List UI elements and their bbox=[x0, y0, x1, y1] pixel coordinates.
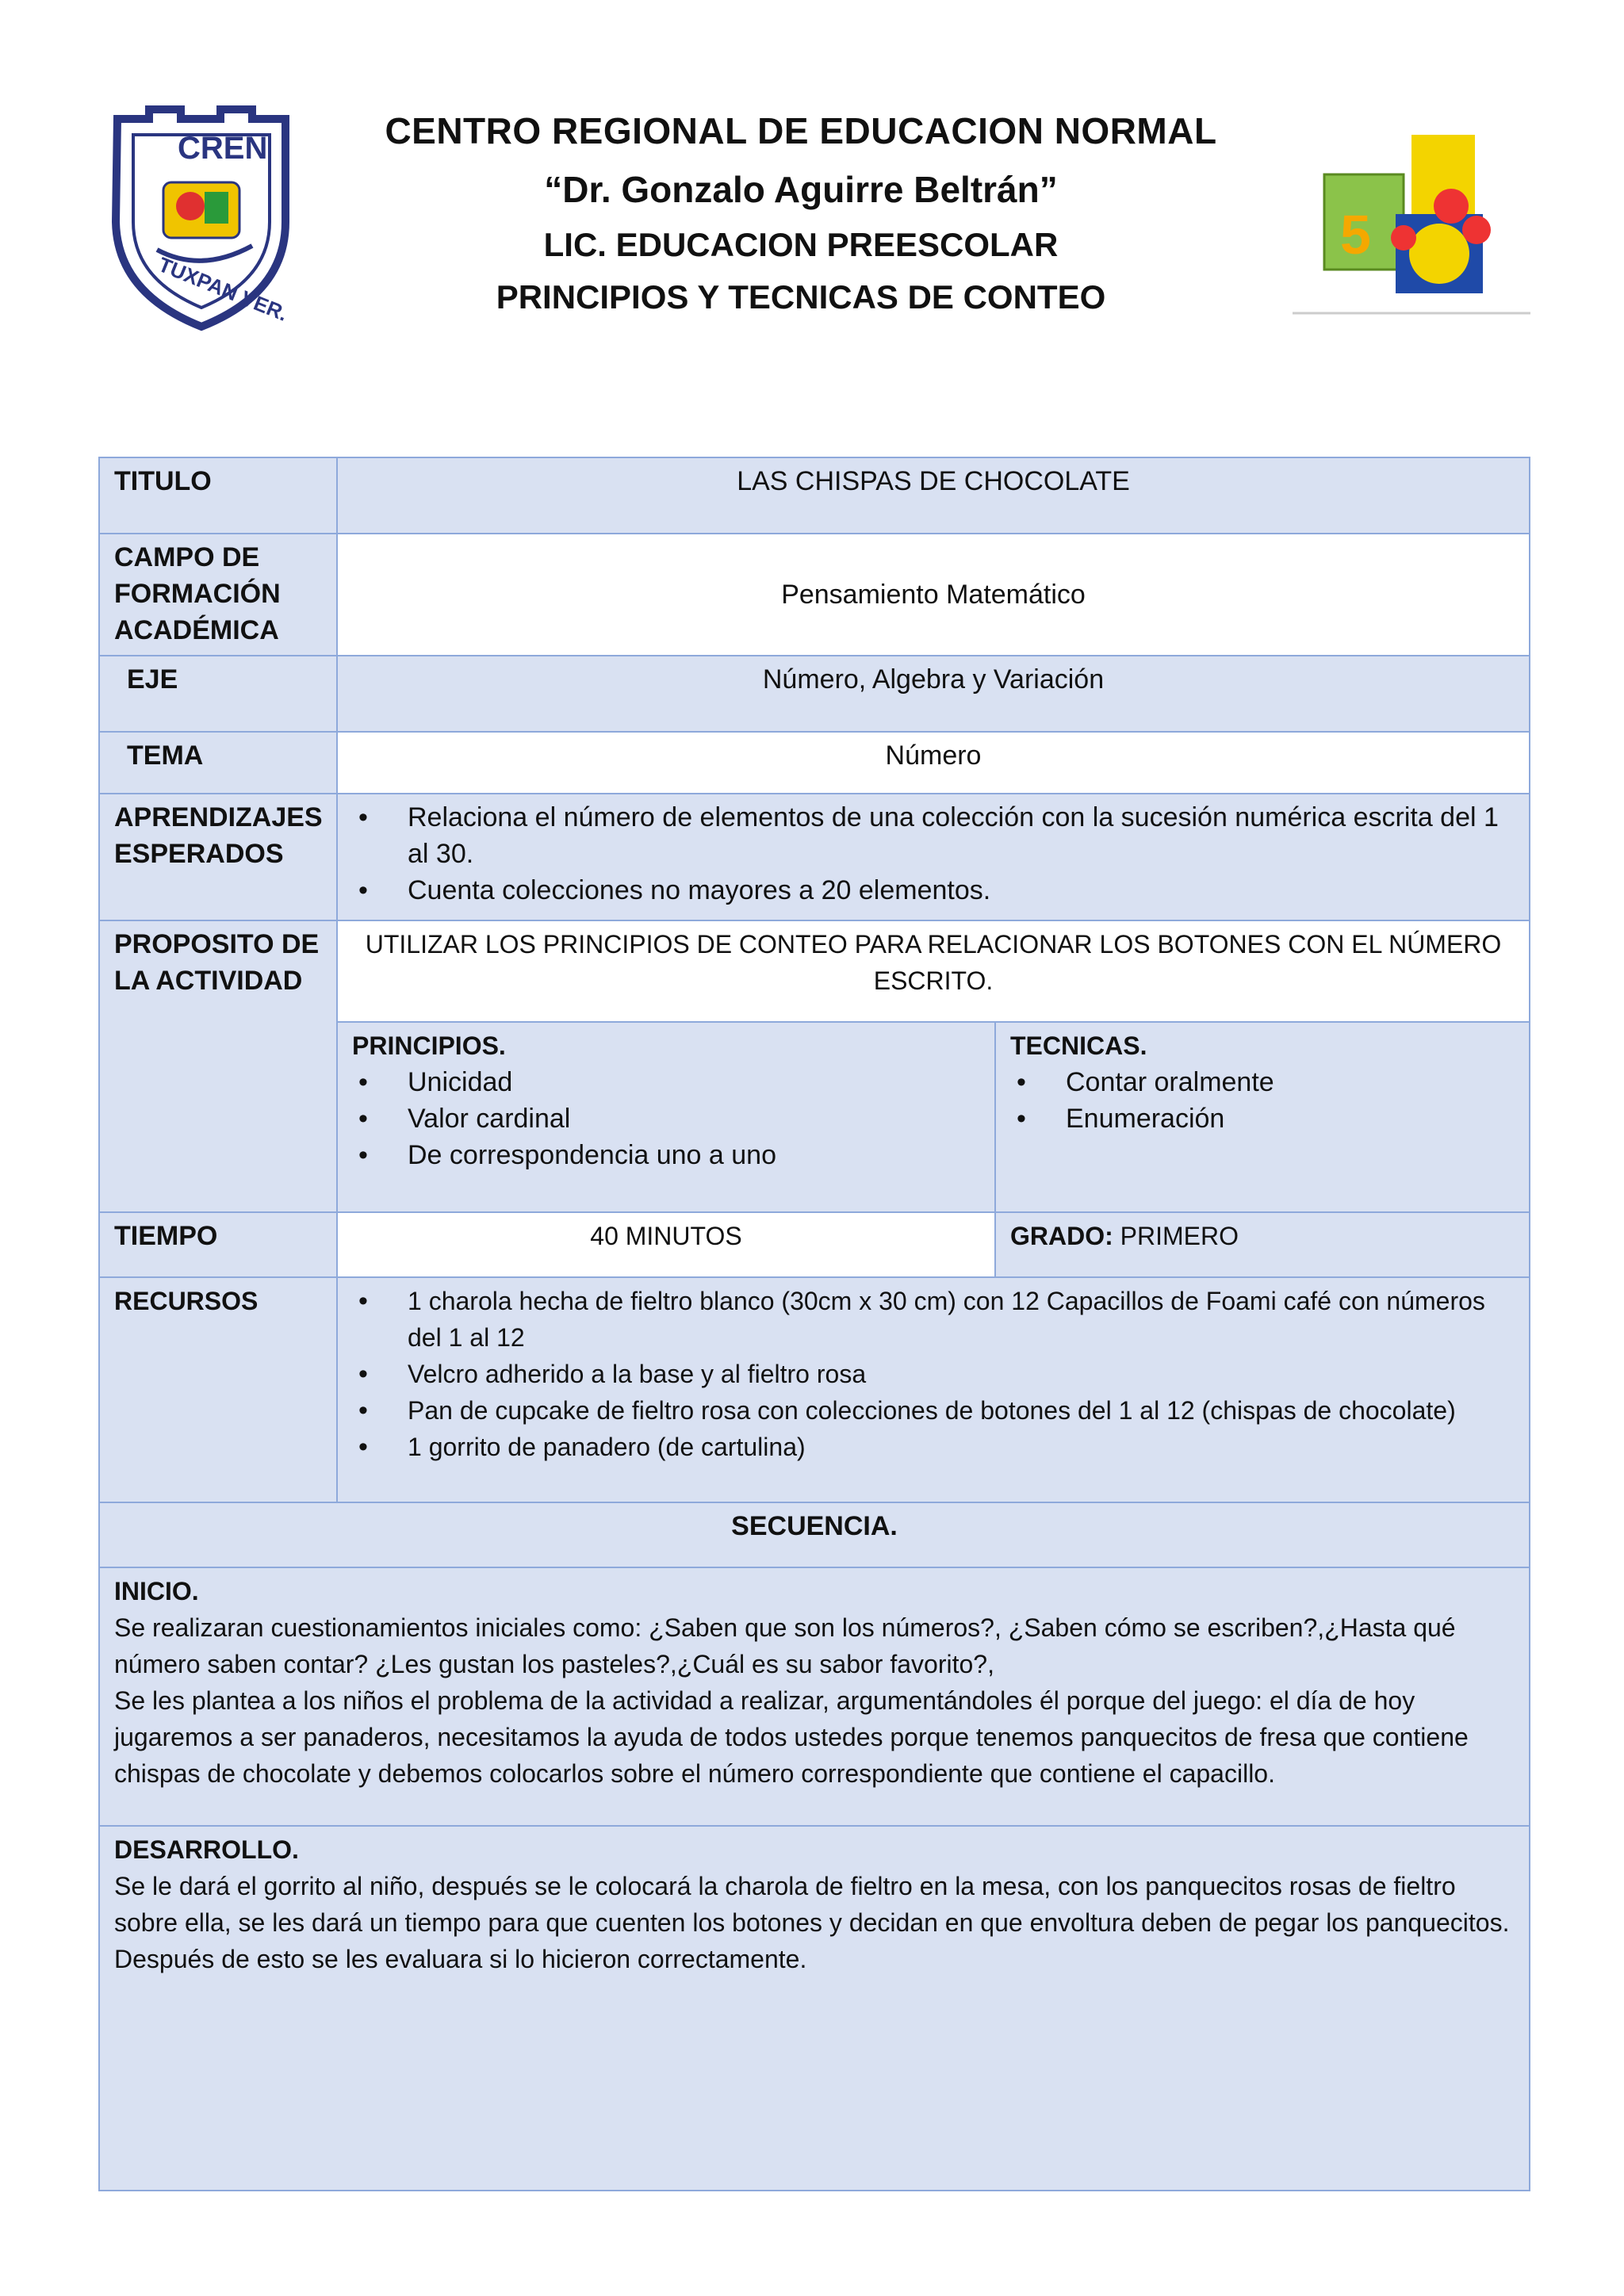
label-recursos: RECURSOS bbox=[99, 1277, 337, 1502]
value-proposito: UTILIZAR LOS PRINCIPIOS DE CONTEO PARA RELACIONAR LOS BOTONES CON EL NÚMERO ESCRITO. bbox=[337, 920, 1530, 1022]
list-item: • Cuenta colecciones no mayores a 20 elementos. bbox=[408, 872, 1515, 909]
grado-value: PRIMERO bbox=[1120, 1222, 1239, 1250]
list-item: • Contar oralmente bbox=[1066, 1064, 1515, 1100]
list-item: • Pan de cupcake de fieltro rosa con colecciones de botones del 1 al 12 (chispas de chocolate) bbox=[408, 1392, 1515, 1429]
desarrollo-heading: DESARROLLO. bbox=[114, 1835, 299, 1864]
cell-principios bbox=[337, 1022, 995, 1212]
cell-inicio bbox=[99, 1567, 1530, 1826]
tecnicas-list bbox=[1010, 1064, 1515, 1137]
label-aprendizajes: APRENDIZAJES ESPERADOS bbox=[99, 794, 337, 920]
label-proposito: PROPOSITO DE LA ACTIVIDAD bbox=[99, 920, 337, 1212]
svg-text:5: 5 bbox=[1340, 204, 1371, 266]
cell-desarrollo bbox=[99, 1826, 1530, 2191]
row-desarrollo bbox=[99, 1826, 1530, 2191]
svg-text:TUXPAN VER.: TUXPAN VER. bbox=[155, 252, 292, 326]
recursos-list bbox=[352, 1283, 1515, 1465]
aprendizajes-list bbox=[352, 799, 1515, 909]
list-item: • 1 charola hecha de fieltro blanco (30cm x 30 cm) con 12 Capacillos de Foami café con números del 1 al 12 bbox=[408, 1283, 1515, 1356]
row-aprendizajes bbox=[99, 794, 1530, 920]
value-tiempo: 40 MINUTOS bbox=[337, 1212, 995, 1277]
label-tiempo: TIEMPO bbox=[99, 1212, 337, 1277]
cell-grado bbox=[995, 1212, 1530, 1277]
value-titulo: LAS CHISPAS DE CHOCOLATE bbox=[337, 457, 1530, 534]
value-eje: Número, Algebra y Variación bbox=[337, 656, 1530, 732]
desarrollo-paragraph-1: Se le dará el gorrito al niño, después se le colocará la charola de fieltro en la mesa, con los panquecitos rosas de fieltro sobre ella, se les dará un tiempo para que cuenten los botones y decidan en que envoltura deben de pegar los panquecitos. bbox=[114, 1872, 1510, 1937]
value-recursos bbox=[337, 1277, 1530, 1502]
label-tema: TEMA bbox=[99, 732, 337, 794]
header-line-3: LIC. EDUCACION PREESCOLAR bbox=[543, 226, 1059, 263]
principios-list bbox=[352, 1064, 980, 1173]
list-item: • Unicidad bbox=[408, 1064, 980, 1100]
list-item: • Valor cardinal bbox=[408, 1100, 980, 1137]
row-eje bbox=[99, 656, 1530, 732]
secuencia-heading: SECUENCIA. bbox=[99, 1502, 1530, 1567]
lesson-plan-table bbox=[98, 457, 1530, 2191]
value-tema: Número bbox=[337, 732, 1530, 794]
row-tema bbox=[99, 732, 1530, 794]
cell-tecnicas bbox=[995, 1022, 1530, 1212]
inicio-paragraph-1: Se realizaran cuestionamientos iniciales como: ¿Saben que son los números?, ¿Saben cómo se escriben?,¿Hasta qué número saben contar? ¿Les gustan los pasteles?,¿Cuál es su sabor favorito?, bbox=[114, 1613, 1456, 1678]
inicio-heading: INICIO. bbox=[114, 1577, 199, 1605]
row-recursos bbox=[99, 1277, 1530, 1502]
label-titulo: TITULO bbox=[99, 457, 337, 534]
label-eje: EJE bbox=[99, 656, 337, 732]
value-campo: Pensamiento Matemático bbox=[337, 534, 1530, 656]
list-item: • 1 gorrito de panadero (de cartulina) bbox=[408, 1429, 1515, 1465]
list-item: • De correspondencia uno a uno bbox=[408, 1137, 980, 1173]
row-titulo bbox=[99, 457, 1530, 534]
row-secuencia bbox=[99, 1502, 1530, 1567]
principios-heading: PRINCIPIOS. bbox=[352, 1031, 506, 1060]
list-item: • Relaciona el número de elementos de una colección con la sucesión numérica escrita del 1 al 30. bbox=[408, 799, 1515, 872]
inicio-paragraph-2: Se les plantea a los niños el problema de la actividad a realizar, argumentándoles él porque del juego: el día de hoy jugaremos a ser panaderos, necesitamos la ayuda de todos ustedes porque tenemos panquecitos de fresa que contiene chispas de chocolate y debemos colocarlos sobre el número correspondiente que contiene el capacillo. bbox=[114, 1686, 1469, 1788]
list-item: • Enumeración bbox=[1066, 1100, 1515, 1137]
tecnicas-heading: TECNICAS. bbox=[1010, 1031, 1147, 1060]
list-item: • Velcro adherido a la base y al fieltro rosa bbox=[408, 1356, 1515, 1392]
document-header bbox=[301, 101, 1300, 323]
grado-label: GRADO: bbox=[1010, 1222, 1113, 1250]
svg-text:CREN: CREN bbox=[178, 131, 268, 166]
cren-logo bbox=[102, 103, 300, 333]
row-inicio bbox=[99, 1567, 1530, 1826]
header-line-1: CENTRO REGIONAL DE EDUCACION NORMAL bbox=[385, 110, 1217, 151]
desarrollo-paragraph-2: Después de esto se les evaluara si lo hicieron correctamente. bbox=[114, 1945, 807, 1973]
header-line-2: “Dr. Gonzalo Aguirre Beltrán” bbox=[544, 169, 1058, 210]
row-tiempo-grado bbox=[99, 1212, 1530, 1277]
row-campo bbox=[99, 534, 1530, 656]
blocks-logo bbox=[1293, 119, 1530, 317]
value-aprendizajes bbox=[337, 794, 1530, 920]
header-line-4: PRINCIPIOS Y TECNICAS DE CONTEO bbox=[496, 278, 1106, 316]
label-campo: CAMPO DE FORMACIÓN ACADÉMICA bbox=[99, 534, 337, 656]
row-proposito bbox=[99, 920, 1530, 1022]
